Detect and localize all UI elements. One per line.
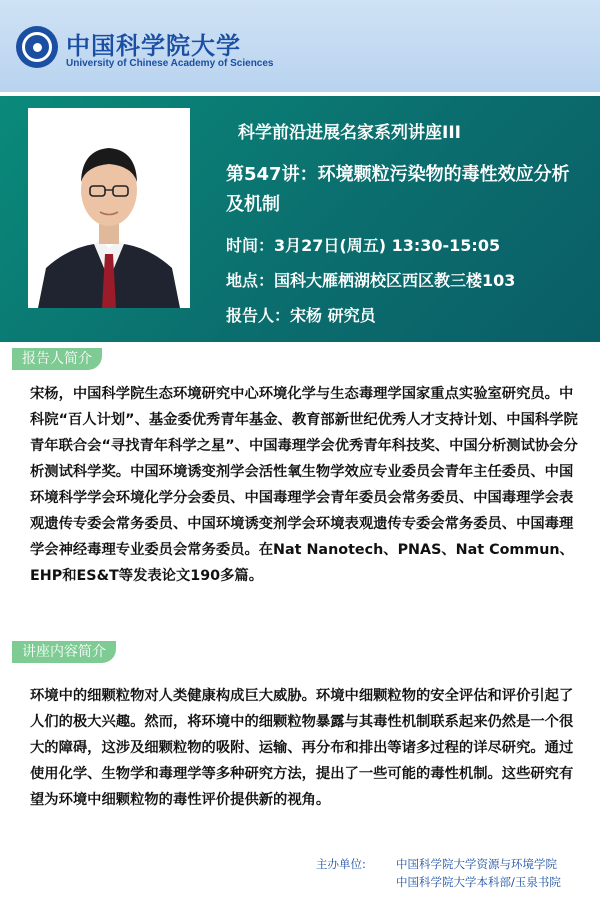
lecture-time: 时间：3月27日(周五) 13:30-15:05	[226, 236, 501, 255]
section-tab-speaker-bio: 报告人简介	[12, 348, 102, 370]
series-title: 科学前沿进展名家系列讲座III	[238, 123, 461, 143]
lecture-place: 地点：国科大雁栖湖校区西区教三楼103	[226, 271, 516, 290]
organizer-2: 中国科学院大学本科部/玉泉书院	[396, 875, 561, 889]
speaker-portrait-icon	[28, 108, 190, 308]
speaker-photo	[28, 108, 190, 308]
logo-chinese-name: 中国科学院大学	[66, 31, 241, 60]
organizer-label: 主办单位:	[316, 857, 366, 871]
organizer-1: 中国科学院大学资源与环境学院	[396, 857, 557, 871]
section-tab-lecture-abstract: 讲座内容简介	[12, 641, 116, 663]
speaker-bio-text: 宋杨，中国科学院生态环境研究中心环境化学与生态毒理学国家重点实验室研究员。中科院“百人计划”、基金委优秀青年基金、教育部新世纪优秀人才支持计划、中国科学院青年联合会“寻找青年科学之星”、中国毒理学会优秀青年科技奖、中国分析测试协会分析测试科学奖。中国环境诱变剂学会活性氧生物学效应专业委员会青年主任委员、中国环境科学学会环境化学分会委员、中国毒理学会青年委员会常务委员、中国毒理学会表观遗传专委会常务委员、中国环境诱变剂学会环境表观遗传专委会常务委员、中国毒理学会神经毒理专业委员会常务委员。在Nat Nanotech、PNAS、Nat Commun、EHP和ES&T等发表论文190多篇。	[30, 386, 578, 584]
lecture-speaker: 报告人：宋杨 研究员	[226, 306, 376, 325]
university-seal-icon	[16, 26, 58, 68]
lecture-title: 第547讲：环境颗粒污染物的毒性效应分析及机制	[226, 164, 570, 215]
lecture-abstract-text: 环境中的细颗粒物对人类健康构成巨大威胁。环境中细颗粒物的安全评估和评价引起了人们的极大兴趣。然而，将环境中的细颗粒物暴露与其毒性机制联系起来仍然是一个很大的障碍，这涉及细颗粒物的吸附、运输、再分布和排出等诸多过程的详尽研究。通过使用化学、生物学和毒理学等多种研究方法，提出了一些可能的毒性机制。这些研究有望为环境中细颗粒物的毒性评价提供新的视角。	[30, 688, 574, 808]
logo-english-name: University of Chinese Academy of Sciences	[66, 58, 274, 69]
